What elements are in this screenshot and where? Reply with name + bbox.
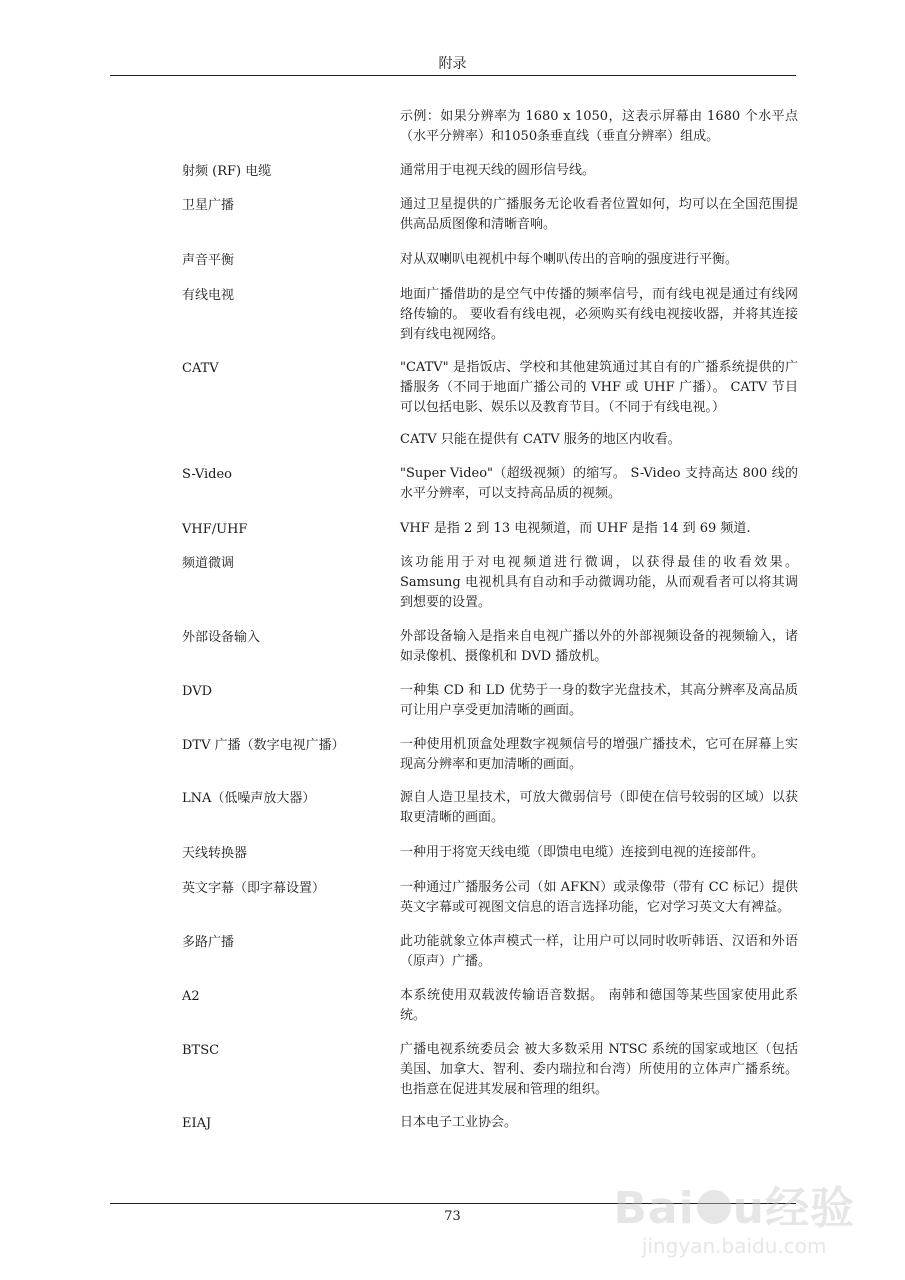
glossary-entry: [182, 464, 802, 504]
definition-paragraph: 外部设备输入是指来自电视广播以外的外部视频设备的视频输入，诸如录像机、摄像机和 DVD 播放机。: [400, 629, 798, 664]
glossary-term: 声音平衡: [182, 253, 235, 268]
definition-paragraph: "Super Video"（超级视频）的缩写。 S-Video 支持高达 800 线的水平分辨率，可以支持高品质的视频。: [400, 466, 798, 501]
definition-paragraph: 一种使用机顶盒处理数字视频信号的增强广播技术，它可在屏幕上实现高分辨率和更加清晰的画面。: [400, 737, 798, 772]
glossary-entry: [182, 519, 802, 540]
definition-paragraph: 日本电子工业协会。: [400, 1115, 518, 1130]
definition-paragraph: CATV 只能在提供有 CATV 服务的地区内收看。: [400, 432, 681, 447]
glossary-definition: [400, 250, 798, 271]
glossary-definition: [400, 843, 798, 864]
glossary-term: 外部设备输入: [182, 630, 261, 645]
glossary-term: 射频 (RF) 电缆: [182, 164, 272, 179]
definition-paragraph: 一种通过广播服务公司（如 AFKN）或录像带（带有 CC 标记）提供英文字幕或可视图文信息的语言选择功能，它对学习英文大有裨益。: [400, 880, 798, 915]
page-number: 73: [444, 1209, 461, 1224]
glossary-entry: [182, 681, 802, 721]
glossary-definition: [400, 788, 798, 828]
watermark-logo-text-2: u: [732, 1183, 765, 1234]
definition-paragraph: 一种集 CD 和 LD 优势于一身的数字光盘技术，其高分辨率及高品质可让用户享受更加清晰的画面。: [400, 683, 798, 718]
glossary-entry: [182, 986, 802, 1026]
definition-paragraph: 地面广播借助的是空气中传播的频率信号，而有线电视是通过有线网络传输的。 要收看有线电视，必须购买有线电视接收器，并将其连接到有线电视网络。: [400, 287, 798, 342]
glossary-definition: [400, 195, 798, 235]
glossary-entry: [182, 627, 802, 667]
glossary-term: 卫星广播: [182, 198, 235, 213]
glossary-term: S-Video: [182, 467, 232, 482]
definition-paragraph: 源自人造卫星技术，可放大微弱信号（即使在信号较弱的区域）以获取更清晰的画面。: [400, 790, 798, 825]
glossary-term: 频道微调: [182, 556, 235, 571]
glossary-term: 有线电视: [182, 288, 235, 303]
definition-paragraph: 通常用于电视天线的圆形信号线。: [400, 163, 596, 178]
glossary-entry: [182, 1113, 802, 1134]
glossary-definition: [400, 285, 798, 345]
definition-paragraph: 对从双喇叭电视机中每个喇叭传出的音响的强度进行平衡。: [400, 252, 739, 267]
glossary-entry: [182, 161, 802, 182]
glossary-term: DTV 广播（数字电视广播）: [182, 738, 345, 753]
glossary-entry: [182, 553, 802, 613]
watermark-logo-cn: 经验: [765, 1183, 855, 1234]
glossary-term: 天线转换器: [182, 846, 248, 861]
glossary-term: A2: [182, 989, 200, 1004]
glossary-definition: [400, 107, 798, 147]
glossary-definition: [400, 735, 798, 775]
definition-paragraph: "CATV" 是指饭店、学校和其他建筑通过其自有的广播系统提供的广播服务（不同于地面广播公司的 VHF 或 UHF 广播）。 CATV 节目可以包括电影、娱乐以及教育节目。（不同于有线电视。）: [400, 360, 798, 415]
glossary-definition: [400, 553, 798, 613]
glossary-definition: [400, 519, 798, 540]
glossary-definition: [400, 986, 798, 1026]
glossary-term: EIAJ: [182, 1116, 212, 1131]
glossary-entry: [182, 250, 802, 271]
glossary-entry: [182, 843, 802, 864]
glossary-entry: [182, 107, 802, 147]
glossary-definition: [400, 161, 798, 182]
definition-paragraph: 示例：如果分辨率为 1680 x 1050，这表示屏幕由 1680 个水平点（水平分辨率）和1050条垂直线（垂直分辨率）组成。: [400, 109, 798, 144]
glossary-list: [182, 107, 802, 1148]
glossary-definition: [400, 681, 798, 721]
definition-paragraph: 本系统使用双载波传输语音数据。 南韩和德国等某些国家使用此系统。: [400, 988, 798, 1023]
glossary-entry: [182, 878, 802, 918]
glossary-definition: [400, 932, 798, 972]
definition-paragraph: VHF 是指 2 到 13 电视频道，而 UHF 是指 14 到 69 频道.: [400, 521, 751, 536]
header-divider: [110, 75, 796, 76]
glossary-definition: [400, 878, 798, 918]
glossary-definition: [400, 464, 798, 504]
glossary-entry: [182, 735, 802, 775]
watermark-logo: [613, 1183, 855, 1234]
glossary-definition: [400, 358, 798, 450]
definition-paragraph: 通过卫星提供的广播服务无论收看者位置如何，均可以在全国范围提供高品质图像和清晰音响。: [400, 197, 798, 232]
watermark-url: jingyan.baidu.com: [641, 1234, 827, 1258]
glossary-definition: [400, 627, 798, 667]
glossary-entry: [182, 285, 802, 345]
glossary-term: VHF/UHF: [182, 522, 248, 537]
glossary-term: BTSC: [182, 1043, 220, 1058]
watermark-logo-text: Bai: [613, 1183, 695, 1234]
paw-icon: [697, 1190, 731, 1224]
definition-paragraph: 一种用于将宽天线电缆（即馈电电缆）连接到电视的连接部件。: [400, 845, 765, 860]
glossary-term: [182, 107, 400, 147]
page-header-title: 附录: [438, 56, 467, 72]
definition-paragraph: 广播电视系统委员会 被大多数采用 NTSC 系统的国家或地区（包括美国、加拿大、智利、委内瑞拉和台湾）所使用的立体声广播系统。 也指意在促进其发展和管理的组织。: [400, 1042, 798, 1097]
glossary-definition: [400, 1113, 798, 1134]
glossary-term: DVD: [182, 684, 213, 699]
definition-paragraph: 该功能用于对电视频道进行微调，以获得最佳的收看效果。 Samsung 电视机具有自动和手动微调功能，从而观看者可以将其调到想要的设置。: [400, 555, 798, 610]
glossary-term: CATV: [182, 361, 219, 376]
glossary-entry: [182, 788, 802, 828]
glossary-definition: [400, 1040, 798, 1100]
definition-paragraph: 此功能就象立体声模式一样，让用户可以同时收听韩语、汉语和外语（原声）广播。: [400, 934, 798, 969]
glossary-entry: [182, 1040, 802, 1100]
glossary-term: 英文字幕（即字幕设置）: [182, 881, 326, 896]
glossary-term: LNA（低噪声放大器）: [182, 791, 316, 806]
baidu-watermark: [613, 1183, 855, 1258]
glossary-entry: [182, 358, 802, 450]
glossary-term: 多路广播: [182, 935, 235, 950]
glossary-entry: [182, 932, 802, 972]
glossary-entry: [182, 195, 802, 235]
